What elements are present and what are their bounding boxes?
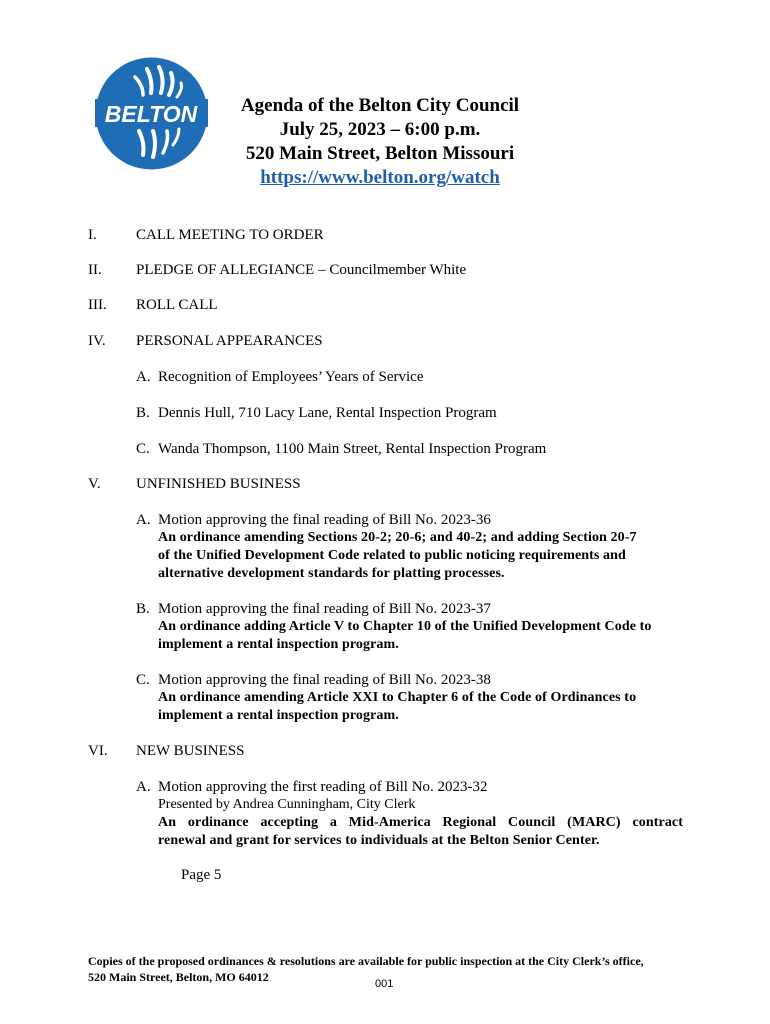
section-title: PLEDGE OF ALLEGIANCE – Councilmember White (136, 262, 467, 278)
item-letter: A. (136, 512, 151, 528)
meeting-address: 520 Main Street, Belton Missouri (245, 143, 515, 164)
ordinance-line: An ordinance amending Sections 20-2; 20-6; and 40-2; and adding Section 20-7 (158, 530, 637, 545)
item-text: Recognition of Employees’ Years of Service (158, 369, 424, 385)
footer-line: Copies of the proposed ordinances & resolutions are available for public inspection at the City Clerk’s office, (88, 954, 644, 968)
ordinance-line: implement a rental inspection program. (158, 708, 399, 723)
meeting-date: July 25, 2023 – 6:00 p.m. (279, 119, 481, 140)
section-title: ROLL CALL (136, 297, 218, 313)
section-number: II. (88, 262, 102, 278)
logo-text: BELTON (104, 101, 198, 127)
watch-link[interactable]: https://www.belton.org/watch (260, 167, 500, 188)
page-number: 001 (375, 978, 394, 990)
ordinance-line: An ordinance adding Article V to Chapter 10 of the Unified Development Code to (158, 619, 652, 634)
section-number: VI. (88, 743, 108, 759)
footer-note (88, 953, 644, 985)
item-letter: C. (136, 441, 150, 457)
section-title: PERSONAL APPEARANCES (136, 333, 323, 349)
belton-logo (95, 57, 208, 170)
agenda-title: Agenda of the Belton City Council (240, 95, 520, 116)
ordinance-line: An ordinance accepting a Mid-America Regional Council (MARC) contract (158, 815, 683, 830)
item-letter: B. (136, 601, 150, 617)
item-letter: A. (136, 779, 151, 795)
section-title: NEW BUSINESS (136, 743, 245, 759)
item-letter: B. (136, 405, 150, 421)
ordinance-description (158, 689, 683, 725)
ordinance-description (158, 618, 683, 654)
ordinance-line: alternative development standards for platting processes. (158, 566, 505, 581)
page-reference: Page 5 (181, 867, 222, 883)
item-text: Wanda Thompson, 1100 Main Street, Rental Inspection Program (158, 441, 547, 457)
section-number: I. (88, 227, 97, 243)
item-text: Motion approving the first reading of Bill No. 2023-32 (158, 779, 488, 795)
ordinance-line: An ordinance amending Article XXI to Chapter 6 of the Code of Ordinances to (158, 690, 637, 705)
ordinance-line: implement a rental inspection program. (158, 637, 399, 652)
ordinance-line: renewal and grant for services to individuals at the Belton Senior Center. (158, 833, 600, 848)
section-number: IV. (88, 333, 106, 349)
item-text: Dennis Hull, 710 Lacy Lane, Rental Inspection Program (158, 405, 497, 421)
ordinance-description (158, 529, 683, 583)
item-text: Motion approving the final reading of Bill No. 2023-37 (158, 601, 491, 617)
section-number: III. (88, 297, 107, 313)
footer-line: 520 Main Street, Belton, MO 64012 (88, 970, 269, 984)
ordinance-description (158, 814, 683, 850)
item-text: Motion approving the final reading of Bill No. 2023-36 (158, 512, 491, 528)
presenter-line: Presented by Andrea Cunningham, City Clerk (158, 797, 416, 812)
ordinance-line: of the Unified Development Code related to public noticing requirements and (158, 548, 626, 563)
agenda-header (210, 94, 550, 190)
item-letter: A. (136, 369, 151, 385)
item-text: Motion approving the final reading of Bill No. 2023-38 (158, 672, 491, 688)
item-letter: C. (136, 672, 150, 688)
section-title: CALL MEETING TO ORDER (136, 227, 324, 243)
section-number: V. (88, 476, 101, 492)
section-title: UNFINISHED BUSINESS (136, 476, 301, 492)
